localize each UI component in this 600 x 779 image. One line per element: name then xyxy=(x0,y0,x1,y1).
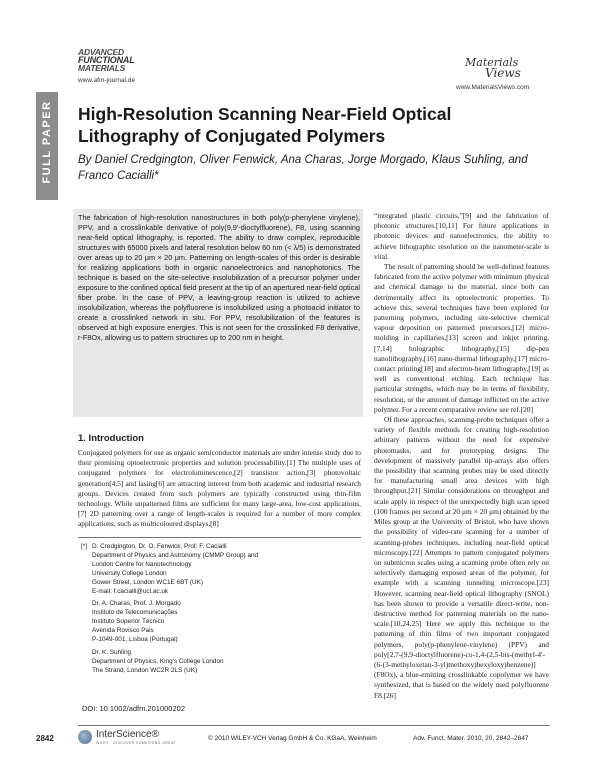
affiliation-line: Dr. K. Suhling xyxy=(92,648,132,656)
affiliation-line: Instituto de Telecomunicações xyxy=(92,609,178,617)
affiliation-line: London Centre for Nanotechnology xyxy=(92,560,192,568)
affiliation-divider xyxy=(78,537,361,538)
abstract: The fabrication of high-resolution nanostructures in both poly(p-phenylene vinylene), PPV, and a crosslinkable derivative of poly(9,9′-dioctylfluorene), F8, using scanning near-field optical lithography, is reported. The ability to draw complex, reproducible structures with 65000 pixels and lateral resolution below 60 nm (< λ/5) is demonstrated over areas up to 20 μm × 20 μm. Patterning on length-scales of this order is desirable for realizing applications both in organic nanoelectronics and nanophotonics. The technique is based on the site-selective insolubilization of a precursor polymer under exposure to the confined optical field present at the tip of an apertured near-field optical fiber probe. In the case of PPV, a leaving-group reaction is utilized to achieve insolubilization, whereas the polyfluorene is insolubilized using a photoacid initiator to create a crosslinked network in situ. For PPV, resolubilization of the features is observed at high exposure energies. This is not seen for the crosslinked F8 derivative, r-F8Ox, allowing us to pattern structures up to 200 nm in height. xyxy=(78,213,360,342)
doi[interactable]: DOI: 10.1002/adfm.201000202 xyxy=(82,704,185,713)
journal-logo xyxy=(78,48,158,72)
publisher-url[interactable]: www.MaterialsViews.com xyxy=(456,84,530,91)
intro-text xyxy=(78,448,361,530)
journal-logo-line2: FUNCTIONAL xyxy=(78,55,135,65)
interscience-logo-word: InterScience® xyxy=(96,729,159,740)
affiliation-line: The Strand, London WC2R 2LS (UK) xyxy=(92,666,198,674)
journal-logo-line1: ADVANCED xyxy=(78,47,124,57)
affiliation-marker: [*] xyxy=(81,543,88,550)
copyright: © 2010 WILEY-VCH Verlag GmbH & Co. KGaA, Weinheim xyxy=(208,735,377,742)
author-list: By Daniel Credgington, Oliver Fenwick, Ana Charas, Jorge Morgado, Klaus Suhling, and Franco Cacialli* xyxy=(78,154,528,182)
footer-divider xyxy=(78,725,550,726)
citation: Adv. Funct. Mater. 2010, 20, 2842–2847 xyxy=(413,735,529,742)
affiliation-email[interactable]: E-mail: f.cacialli@ucl.ac.uk xyxy=(92,587,169,595)
page-number: 2842 xyxy=(36,734,54,743)
publisher-logo xyxy=(465,56,527,80)
affiliation-line: University College London xyxy=(92,569,167,577)
right-column-text xyxy=(374,211,549,701)
affiliation-line: Avenida Rovisco Pais xyxy=(92,627,154,635)
body-paragraph: “integrated plastic circuits,”[9] and the fabrication of photonic structures.[10,11] For future applications in photonic devices and nanoelectronics, the ability to achieve lithographic resolution on the nanometer-scale is vital. xyxy=(374,211,549,261)
interscience-logo xyxy=(78,729,188,747)
affiliation-line: Instituto Superior Técnico xyxy=(92,618,165,626)
body-paragraph: The result of patterning should be well-defined features fabricated from the active polymer with minimum physical and chemical damage to the material, since both can detrimentally affect its optoelectronic properties. To achieve this, several techniques have been explored for patterning polymers, including site-selective chemical vapour deposition on patterned precursors,[12] micro-molding in capillaries,[13] screen and inkjet printing,[7,14] holographic lithography,[15] dip-pen nanolithography,[16] nano-thermal lithography,[17] micro-contact printing[18] and electron-beam lithography,[19] as well as conventional etching. Each technique has particular strengths, which may be in terms of flexibility, resolution, or the amount of damage inflicted on the active polymer. For a recent comparative review see ref.[20] xyxy=(374,262,549,414)
affiliation-line: P-1049-001, Lisboa (Portugal) xyxy=(92,636,178,644)
affiliation-line: Department of Physics, King's College London xyxy=(92,657,224,665)
section-heading-introduction: 1. Introduction xyxy=(78,433,144,444)
interscience-logo-tagline: WILEY · DISCOVER SOMETHING GREAT xyxy=(96,741,176,745)
affiliation-line: D. Credgington, Dr. O. Fenwick, Prof. F. Cacialli xyxy=(92,543,227,550)
paper-title: High-Resolution Scanning Near-Field Optical Lithography of Conjugated Polymers xyxy=(78,104,452,146)
affiliation-line: Gower Street, London WC1E 6BT (UK) xyxy=(92,578,204,586)
body-paragraph: Of these approaches, scanning-probe techniques offer a variety of flexible methods for creating high-resolution arbitrary patterns without the need for expensive photomasks, and for prototyping designs. The development of massively parallel tip-arrays also offers the possibility that scanning probes may be used directly for manufacturing small area devices with high throughput.[21] Similar considerations on throughput and scale apply in respect of the unexpectedly high scan speed (100 frames per second at 20 μm × 20 μm) obtained by the Miles group at the University of Bristol, who have shown the possibility of video-rate scanning for a number of scanning-probes techniques, including near-field optical microscopy.[22] Attempts to pattern conjugated polymers on submicron scales using a scanning probe often rely on selectively damaging exposed areas of the polymer, for example with a scanning tunneling microscope.[23] However, scanning near-field optical lithography (SNOL) has been shown to provide a versatile direct-write, non-destructive method for patterning materials on the nano-scale.[10,24,25] Here we apply this technique to the patterning of thin films of two important conjugated polymers, poly(p-phenylene-vinylene) (PPV) and poly[2,7-(9,9-dioctylfluorene)-co-1,4-(2,5-bis-(methyl-4′-(6-(3-methyloxetan-3-yl)methoxy)hexyloxy)benzene)] (F8Ox), a blue-emitting crosslinkable copolymer we have synthesized, that is based on the widely used polyfluorene F8.[26] xyxy=(374,415,549,700)
section-tab xyxy=(36,92,58,200)
journal-url[interactable]: www.afm-journal.de xyxy=(78,77,136,84)
publisher-logo-word2: Views xyxy=(485,66,521,80)
section-tab-label: FULL PAPER xyxy=(41,100,53,184)
affiliation-line: Department of Physics and Astronomy (CMMP Group) and xyxy=(92,551,259,559)
journal-logo-line3: MATERIALS xyxy=(78,63,126,73)
globe-icon xyxy=(78,730,92,744)
intro-paragraph: Conjugated polymers for use as organic semiconductor materials are under intense study due to their promising optoelectronic properties and solution processability.[1] The multiple uses of conjugated polymers for electroluminescence,[2] transistor action,[3] photovoltaic generation[4,5] and lasing[6] are attracting interest from both academic and industrial research groups. Devices created from such polymers are typically constructed using thin-film technology. While unpatterned films are sufficient for many large-area, low-cost applications,[7] 2D patterning over a range of length-scales is required for a number of more complex applications, such as multicoloured displays,[8] xyxy=(78,448,361,529)
affiliation-line: Dr. A. Charas, Prof. J. Morgado xyxy=(92,600,181,608)
publisher-logo-word1: Materials xyxy=(465,56,519,69)
